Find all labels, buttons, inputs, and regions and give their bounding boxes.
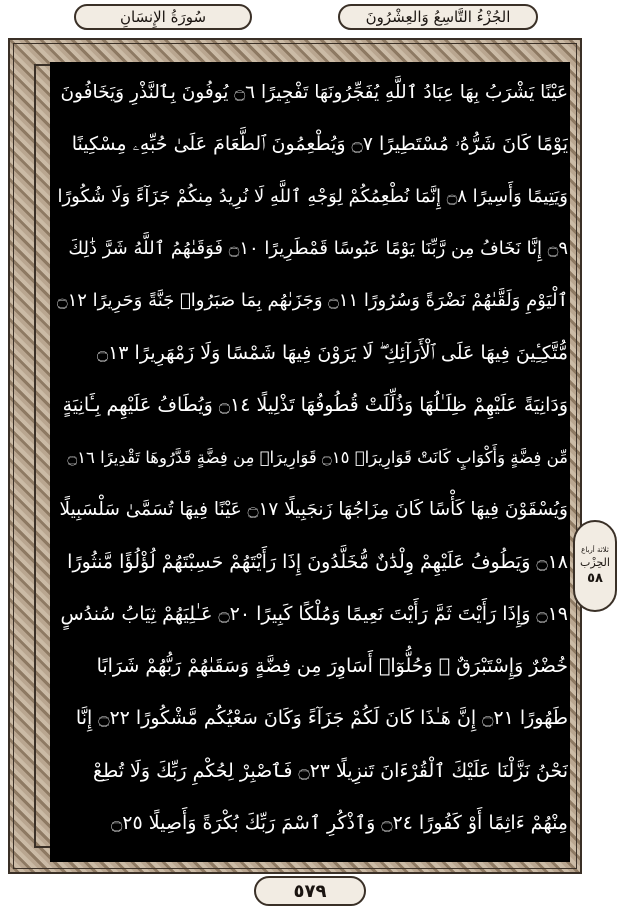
text-line-1-content: عَيْنًا يَشْرَبُ بِهَا عِبَادُ ٱللَّهِ يُفَجِّرُونَهَا تَفْجِيرًا ۝٦ يُوفُونَ بِٱلنَّذْرِ وَيَخَافُونَ <box>60 81 568 103</box>
text-line-4-content: ۝٩ إِنَّا نَخَافُ مِن رَّبِّنَا يَوْمًا عَبُوسًا قَمْطَرِيرًا ۝١٠ فَوَقَىٰهُمُ ٱللَّهُ شَرَّ ذَٰلِكَ <box>68 238 568 260</box>
text-line-15 <box>52 797 568 849</box>
text-line-11-content: ۝١٩ وَإِذَا رَأَيْتَ ثَمَّ رَأَيْتَ نَعِيمًا وَمُلْكًا كَبِيرًا ۝٢٠ عَـٰلِيَهُمْ ثِيَابُ سُندُسٍ <box>60 602 568 625</box>
text-line-2 <box>52 118 568 170</box>
hizb-quarter-label: ثلاثة أرباع <box>581 546 609 554</box>
text-line-5-content: ٱلْيَوْمِ وَلَقَّىٰهُمْ نَضْرَةً وَسُرُورًا ۝١١ وَجَزَىٰهُم بِمَا صَبَرُوا۟ جَنَّةً وَحَرِيرًا ۝١٢ <box>57 290 568 312</box>
text-line-14 <box>52 744 568 796</box>
text-line-5 <box>52 275 568 327</box>
text-line-8-content: مِّن فِضَّةٍ وَأَكْوَابٍ كَانَتْ قَوَارِيرَا۠ ۝١٥ قَوَارِيرَا۟ مِن فِضَّةٍ قَدَّرُوهَا تَقْدِيرًا ۝١٦ <box>67 447 568 467</box>
text-line-4 <box>52 223 568 275</box>
text-line-9-content: وَيُسْقَوْنَ فِيهَا كَأْسًا كَانَ مِزَاجُهَا زَنجَبِيلًا ۝١٧ عَيْنًا فِيهَا تُسَمَّىٰ سَلْسَبِيلًا <box>59 499 568 521</box>
juz-title: الجُزْءُ التَّاسِعُ وَالعِشْرُونَ <box>365 8 511 26</box>
surah-title: سُورَةُ الإِنسَانِ <box>119 8 207 26</box>
text-line-9 <box>52 484 568 536</box>
text-line-6 <box>52 327 568 379</box>
page-number: ٥٧٩ <box>293 880 327 902</box>
text-line-6-content: مُّتَّكِـِٔينَ فِيهَا عَلَى ٱلْأَرَآئِكِ ۖ لَا يَرَوْنَ فِيهَا شَمْسًا وَلَا زَمْهَرِيرًا ۝١٣ <box>96 342 568 365</box>
text-line-12 <box>52 640 568 692</box>
text-line-3-content: وَيَتِيمًا وَأَسِيرًا ۝٨ إِنَّمَا نُطْعِمُكُمْ لِوَجْهِ ٱللَّهِ لَا نُرِيدُ مِنكُمْ جَزَآءً وَلَا شُكُورًا <box>57 185 568 207</box>
text-line-7-content: وَدَانِيَةً عَلَيْهِمْ ظِلَـٰلُهَا وَذُلِّلَتْ قُطُوفُهَا تَذْلِيلًا ۝١٤ وَيُطَافُ عَلَيْهِم بِـَٔانِيَةٍ <box>62 394 568 417</box>
text-line-11 <box>52 588 568 640</box>
hizb-label: الحِزْب <box>580 556 610 569</box>
text-line-13-content: طَهُورًا ۝٢١ إِنَّ هَـٰذَا كَانَ لَكُمْ جَزَآءً وَكَانَ سَعْيُكُم مَّشْكُورًا ۝٢٢ إِنَّا <box>75 707 568 730</box>
text-line-1 <box>52 66 568 118</box>
juz-title-cartouche <box>338 4 538 30</box>
text-line-12-content: خُضْرٌ وَإِسْتَبْرَقٌ ۖ وَحُلُّوٓا۟ أَسَاوِرَ مِن فِضَّةٍ وَسَقَىٰهُمْ رَبُّهُمْ شَرَابًا <box>96 655 568 678</box>
surah-title-cartouche <box>74 4 252 30</box>
text-line-3 <box>52 170 568 222</box>
text-line-10 <box>52 536 568 588</box>
quran-text-block <box>50 62 570 862</box>
text-line-7 <box>52 379 568 431</box>
text-line-14-content: نَحْنُ نَزَّلْنَا عَلَيْكَ ٱلْقُرْءَانَ تَنزِيلًا ۝٢٣ فَٱصْبِرْ لِحُكْمِ رَبِّكَ وَلَا تُطِعْ <box>93 759 568 782</box>
text-line-10-content: ۝١٨ وَيَطُوفُ عَلَيْهِمْ وِلْدَٰنٌ مُّخَلَّدُونَ إِذَا رَأَيْتَهُمْ حَسِبْتَهُمْ لُؤْلُؤًا مَّنثُورًا <box>67 550 568 573</box>
hizb-number: ٥٨ <box>587 571 603 586</box>
text-line-13 <box>52 692 568 744</box>
text-line-15-content: مِنْهُمْ ءَاثِمًا أَوْ كَفُورًا ۝٢٤ وَٱذْكُرِ ٱسْمَ رَبِّكَ بُكْرَةً وَأَصِيلًا ۝٢٥ <box>111 811 568 834</box>
page-number-cartouche <box>254 876 366 906</box>
text-line-8 <box>52 431 568 483</box>
hizb-marker <box>573 520 617 612</box>
text-line-2-content: يَوْمًا كَانَ شَرُّهُۥ مُسْتَطِيرًا ۝٧ وَيُطْعِمُونَ ٱلطَّعَامَ عَلَىٰ حُبِّهِۦ مِسْكِينًا <box>71 133 568 156</box>
